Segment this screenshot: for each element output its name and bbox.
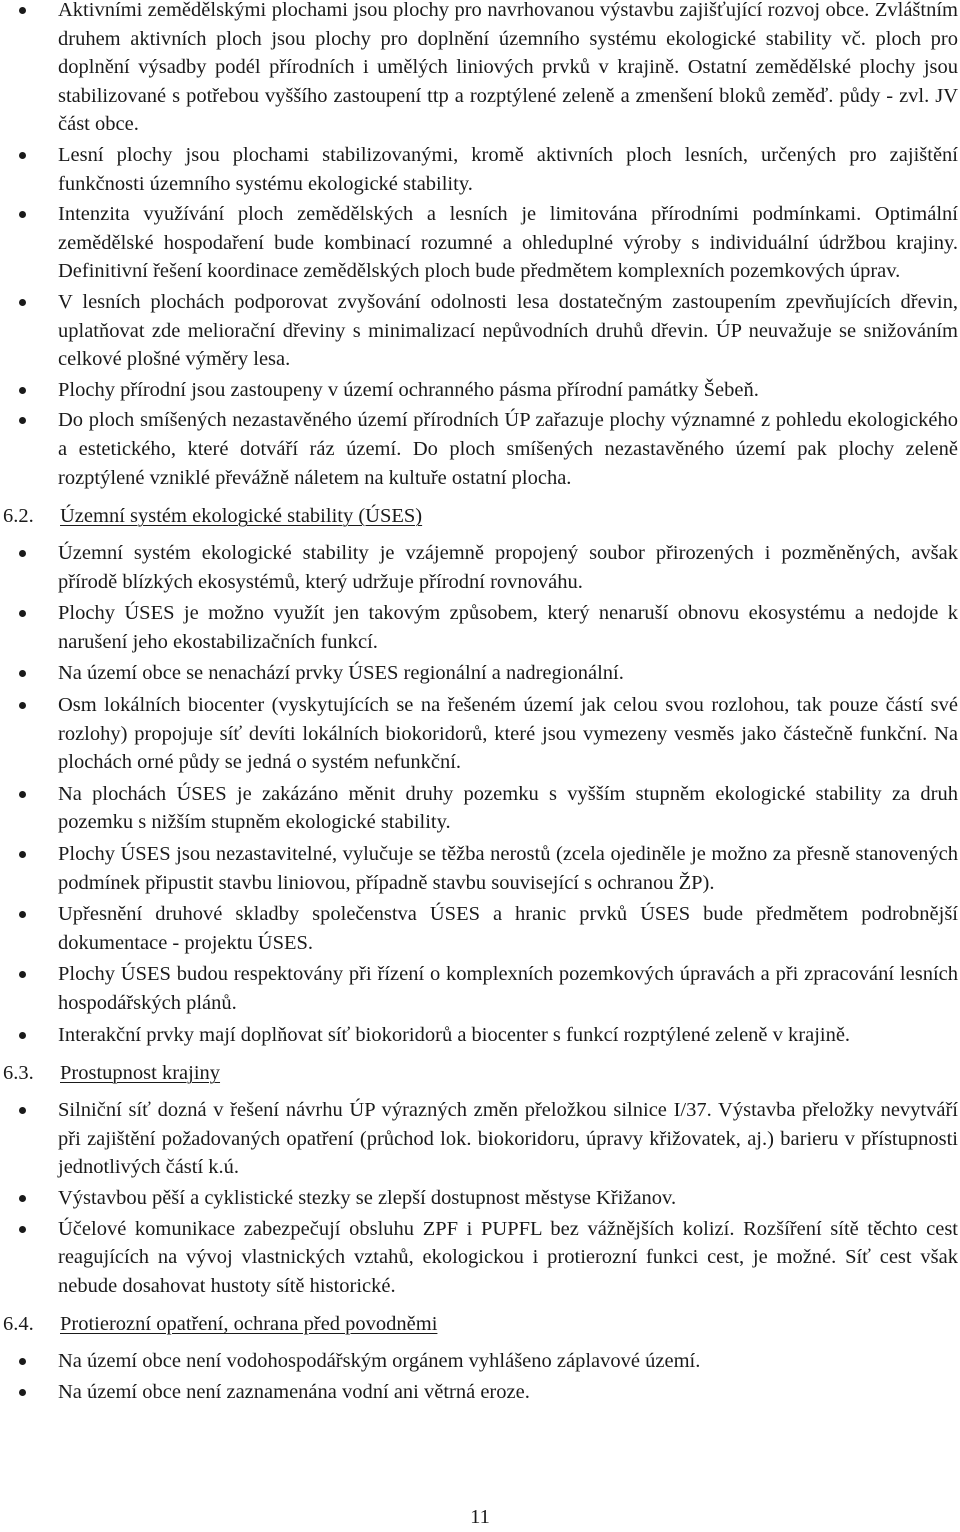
- section-number: 6.4.: [3, 1313, 34, 1336]
- uses-list: [0, 539, 960, 1049]
- bullet-icon: [19, 211, 26, 218]
- bullet-icon: [19, 152, 26, 159]
- list-item: Upřesnění druhové skladby společenstva ÚSES a hranic prvků ÚSES bude předmětem podrobnější dokumentace - projektu ÚSES.: [0, 900, 960, 957]
- page-number: 11: [470, 1506, 490, 1528]
- bullet-icon: [19, 1107, 26, 1114]
- bullet-icon: [19, 1195, 26, 1202]
- list-item: Interakční prvky mají doplňovat síť biokoridorů a biocenter s funkcí rozptýlené zeleně v krajině.: [0, 1021, 960, 1050]
- bullet-icon: [19, 299, 26, 306]
- list-item: Plochy ÚSES jsou nezastavitelné, vylučuje se těžba nerostů (zcela ojediněle je možno za přesně stanovených podmínek připustit stavbu liniovou, případně stavbu související s ochranou ŽP).: [0, 840, 960, 897]
- list-item: Územní systém ekologické stability je vzájemně propojený soubor přirozených i pozměněných, avšak přírodě blízkých ekosystémů, který udržuje přírodní rovnováhu.: [0, 539, 960, 596]
- list-item: Výstavbou pěší a cyklistické stezky se zlepší dostupnost městyse Křižanov.: [0, 1184, 960, 1213]
- list-item: Do ploch smíšených nezastavěného území přírodních ÚP zařazuje plochy významné z pohledu ekologického a estetického, které dotváří ráz území. Do ploch smíšených nezastavěného území pak plochy zeleně rozptýlené vzniklé převážně náletem na kultuře ostatní plocha.: [0, 406, 960, 492]
- list-item: Intenzita využívání ploch zemědělských a lesních je limitována přírodními podmínkami. Optimální zemědělské hospodaření bude kombinací rozumné a ohleduplné výroby s individuální údržbou krajiny. Definitivní řešení koordinace zemědělských ploch bude předmětem komplexních pozemkových úprav.: [0, 200, 960, 286]
- bullet-icon: [19, 550, 26, 557]
- bullet-icon: [19, 1389, 26, 1396]
- permeability-list: [0, 1096, 960, 1300]
- section-title: Územní systém ekologické stability (ÚSES): [60, 505, 423, 528]
- section-heading-6-2: [0, 502, 960, 530]
- list-item: Lesní plochy jsou plochami stabilizovanými, kromě aktivních ploch lesních, určených pro zajištění funkčnosti územního systému ekologické stability.: [0, 141, 960, 198]
- section-title: Protierozní opatření, ochrana před povodněmi: [60, 1313, 438, 1336]
- list-item: Plochy ÚSES je možno využít jen takovým způsobem, který nenaruší obnovu ekosystému a nedojde k narušení jeho ekostabilizačních funkcí.: [0, 599, 960, 656]
- bullet-icon: [19, 670, 26, 677]
- land-use-list: [0, 0, 960, 492]
- list-item: V lesních plochách podporovat zvyšování odolnosti lesa dostatečným zastoupením zpevňujících dřevin, uplatňovat zde meliorační dřeviny s minimalizací nepůvodních druhů dřevin. ÚP neuvažuje se snižováním celkové plošné výměry lesa.: [0, 288, 960, 374]
- bullet-icon: [19, 791, 26, 798]
- list-item: Aktivními zemědělskými plochami jsou plochy pro navrhovanou výstavbu zajišťující rozvoj obce. Zvláštním druhem aktivních ploch jsou plochy pro doplnění územního systému ekologické stability vč. ploch pro doplnění výsadby podél přírodních i umělých liniových prvků v krajině. Ostatní zemědělské plochy jsou stabilizované s potřebou vyššího zastoupení ttp a rozptýlené zeleně a zmenšení bloků zeměď. půdy - zvl. JV část obce.: [0, 0, 960, 139]
- section-title: Prostupnost krajiny: [60, 1062, 221, 1085]
- bullet-icon: [19, 7, 26, 14]
- list-item: Osm lokálních biocenter (vyskytujících se na řešeném území jak celou svou rozlohou, tak pouze částí své rozlohy) propojuje síť devíti lokálních biokoridorů, které jsou vymezeny vesměs jako částečně funkční. Na plochách orné půdy se jedná o systém nefunkční.: [0, 691, 960, 777]
- flood-protection-list: [0, 1347, 960, 1406]
- bullet-icon: [19, 911, 26, 918]
- bullet-icon: [19, 971, 26, 978]
- bullet-icon: [19, 1032, 26, 1039]
- section-number: 6.2.: [3, 505, 34, 528]
- bullet-icon: [19, 387, 26, 394]
- list-item: Plochy přírodní jsou zastoupeny v území ochranného pásma přírodní památky Šebeň.: [0, 376, 960, 405]
- bullet-icon: [19, 417, 26, 424]
- list-item: Na území obce není vodohospodářským orgánem vyhlášeno záplavové území.: [0, 1347, 960, 1376]
- section-heading-6-3: [0, 1059, 960, 1087]
- list-item: Účelové komunikace zabezpečují obsluhu ZPF i PUPFL bez vážnějších kolizí. Rozšíření sítě těchto cest reagujících na vývoj vlastnických vztahů, ekologickou i protierozní funkci cest, je možné. Síť cest však nebude dosahovat hustoty sítě historické.: [0, 1215, 960, 1301]
- bullet-icon: [19, 702, 26, 709]
- list-item: Na plochách ÚSES je zakázáno měnit druhy pozemku s vyšším stupněm ekologické stability za druh pozemku s nižším stupněm ekologické stability.: [0, 780, 960, 837]
- list-item: Na území obce se nenachází prvky ÚSES regionální a nadregionální.: [0, 659, 960, 688]
- list-item: Silniční síť dozná v řešení návrhu ÚP výrazných změn přeložkou silnice I/37. Výstavba přeložky nevytváří při zajištění požadovaných opatření (průchod lok. biokoridoru, úpravy křižovatek, aj.) barieru v přístupnosti jednotlivých částí k.ú.: [0, 1096, 960, 1182]
- list-item: Plochy ÚSES budou respektovány při řízení o komplexních pozemkových úpravách a při zpracování lesních hospodářských plánů.: [0, 960, 960, 1017]
- bullet-icon: [19, 1226, 26, 1233]
- list-item: Na území obce není zaznamenána vodní ani větrná eroze.: [0, 1378, 960, 1407]
- bullet-icon: [19, 851, 26, 858]
- bullet-icon: [19, 610, 26, 617]
- section-number: 6.3.: [3, 1062, 34, 1085]
- bullet-icon: [19, 1358, 26, 1365]
- section-heading-6-4: [0, 1310, 960, 1338]
